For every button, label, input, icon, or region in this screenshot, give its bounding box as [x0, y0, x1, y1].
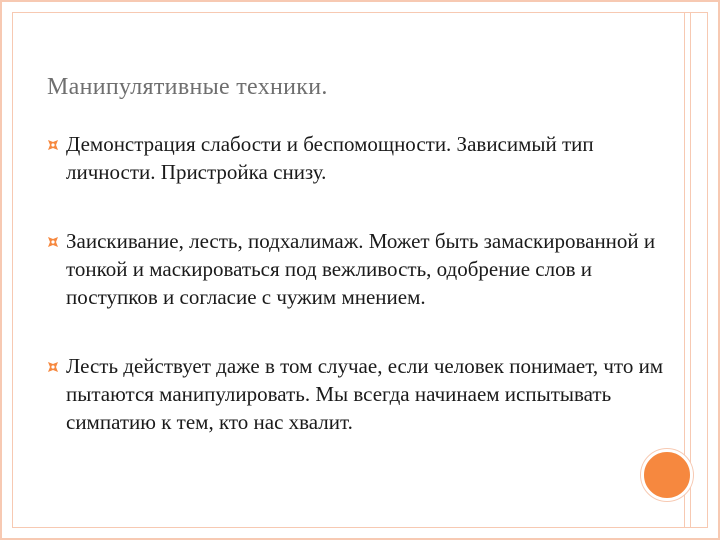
bullet-list [47, 130, 667, 436]
fleuron-bullet-icon [47, 139, 59, 151]
bullet-text: Демонстрация слабости и беспомощности. Зависимый тип личности. Пристройка снизу. [66, 132, 594, 184]
fleuron-bullet-icon [47, 236, 59, 248]
decorative-stripe [684, 12, 685, 528]
decorative-stripe [690, 12, 691, 528]
bullet-text: Заискивание, лесть, подхалимаж. Может быть замаскированной и тонкой и маскироваться под вежливость, одобрение слов и поступков и согласие с чужим мнением. [66, 229, 656, 309]
slide-title: Манипулятивные техники. [47, 74, 328, 100]
bullet-text: Лесть действует даже в том случае, если человек понимает, что им пытаются манипулировать. Мы всегда начинаем испытывать симпатию к тем, кто нас хвалит. [66, 354, 664, 434]
decorative-circle [641, 449, 693, 501]
bullet-item [47, 352, 667, 436]
bullet-item [47, 227, 667, 311]
fleuron-bullet-icon [47, 361, 59, 373]
bullet-item [47, 130, 667, 186]
